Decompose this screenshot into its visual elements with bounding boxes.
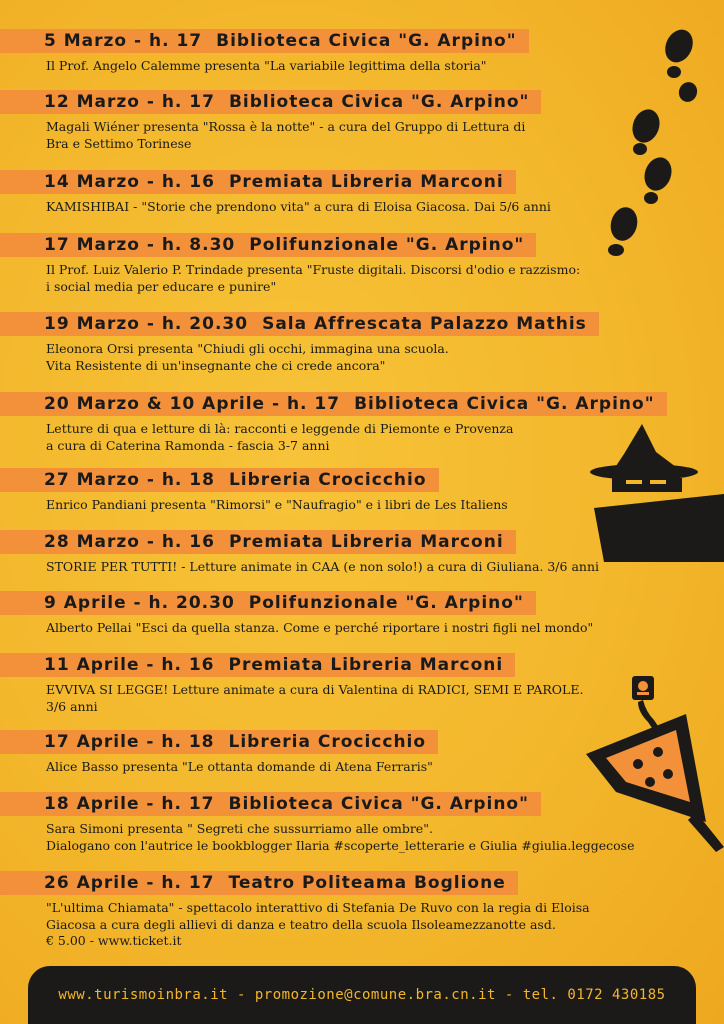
event-description: Magali Wiéner presenta "Rossa è la notte" - a cura del Gruppo di Lettura di Bra e Settimo Torinese — [46, 119, 526, 151]
event-5 — [0, 312, 599, 374]
event-3 — [0, 170, 551, 216]
event-headline — [0, 530, 516, 554]
event-when: 5 Marzo - h. 17 — [44, 31, 203, 51]
footer-contacts: www.turismoinbra.it - promozione@comune.bra.cn.it - tel. 0172 430185 — [58, 987, 666, 1003]
event-where: Sala Affrescata Palazzo Mathis — [262, 314, 587, 334]
event-1 — [0, 29, 529, 75]
event-where: Biblioteca Civica "G. Arpino" — [354, 394, 655, 414]
event-9 — [0, 591, 593, 637]
event-description: KAMISHIBAI - "Storie che prendono vita" a cura di Eloisa Giacosa. Dai 5/6 anni — [46, 199, 551, 214]
event-where: Teatro Politeama Boglione — [228, 873, 506, 893]
event-headline — [0, 392, 667, 416]
event-headline — [0, 90, 541, 114]
footer-contact-bar — [28, 966, 696, 1024]
event-11 — [0, 730, 438, 776]
event-headline — [0, 871, 518, 895]
event-when: 26 Aprile - h. 17 — [44, 873, 215, 893]
event-when: 27 Marzo - h. 18 — [44, 470, 215, 490]
event-description: Il Prof. Angelo Calemme presenta "La variabile legittima della storia" — [46, 58, 487, 73]
event-headline — [0, 29, 529, 53]
event-description: EVVIVA SI LEGGE! Letture animate a cura di Valentina di RADICI, SEMI E PAROLE. 3/6 anni — [46, 682, 584, 714]
event-where: Polifunzionale "G. Arpino" — [248, 593, 524, 613]
event-description: "L'ultima Chiamata" - spettacolo interattivo di Stefania De Ruvo con la regia di Eloisa Giacosa a cura degli allievi di danza e teatro della scuola Ilsoleamezzanotte asd. € 5.00 - www.ticket.it — [46, 900, 590, 948]
event-13 — [0, 871, 590, 950]
event-description: Eleonora Orsi presenta "Chiudi gli occhi, immagina una scuola. Vita Resistente di un'insegnante che ci crede ancora" — [46, 341, 449, 373]
event-10 — [0, 653, 583, 715]
event-when: 9 Aprile - h. 20.30 — [44, 593, 235, 613]
event-where: Polifunzionale "G. Arpino" — [249, 235, 525, 255]
event-description: Letture di qua e letture di là: racconti e leggende di Piemonte e Provenza a cura di Caterina Ramonda - fascia 3-7 anni — [46, 421, 514, 453]
event-where: Premiata Libreria Marconi — [228, 532, 504, 552]
event-where: Biblioteca Civica "G. Arpino" — [228, 92, 530, 112]
event-when: 12 Marzo - h. 17 — [44, 92, 215, 112]
event-4 — [0, 233, 580, 295]
event-description: Sara Simoni presenta " Segreti che sussurriamo alle ombre". Dialogano con l'autrice le bookblogger Ilaria #scoperte_letterarie e Giulia #giulia.leggecose — [46, 821, 635, 853]
event-2 — [0, 90, 541, 152]
footprints-icon — [596, 14, 706, 264]
event-where: Libreria Crocicchio — [228, 470, 427, 490]
event-description: Enrico Pandiani presenta "Rimorsi" e "Naufragio" e i libri de Les Italiens — [46, 497, 508, 512]
event-headline — [0, 653, 515, 677]
event-description: STORIE PER TUTTI! - Letture animate in CAA (e non solo!) a cura di Giuliana. 3/6 anni — [46, 559, 599, 574]
event-headline — [0, 233, 536, 257]
event-headline — [0, 170, 516, 194]
event-when: 11 Aprile - h. 16 — [44, 655, 215, 675]
event-description: Alice Basso presenta "Le ottanta domande di Atena Ferraris" — [46, 759, 433, 774]
event-description: Alberto Pellai "Esci da quella stanza. Come e perché riportare i nostri figli nel mondo" — [46, 620, 594, 635]
event-headline — [0, 312, 599, 336]
event-where: Libreria Crocicchio — [228, 732, 427, 752]
event-where: Premiata Libreria Marconi — [228, 172, 504, 192]
event-8 — [0, 530, 599, 576]
event-headline — [0, 591, 536, 615]
event-when: 19 Marzo - h. 20.30 — [44, 314, 249, 334]
event-when: 17 Aprile - h. 18 — [44, 732, 215, 752]
event-when: 20 Marzo & 10 Aprile - h. 17 — [44, 394, 341, 414]
event-headline — [0, 730, 438, 754]
event-description: Il Prof. Luiz Valerio P. Trindade presenta "Fruste digitali. Discorsi d'odio e razzismo: i social media per educare e punire" — [46, 262, 581, 294]
event-7 — [0, 468, 508, 514]
event-when: 28 Marzo - h. 16 — [44, 532, 215, 552]
event-where: Premiata Libreria Marconi — [228, 655, 504, 675]
event-12 — [0, 792, 635, 854]
event-when: 17 Marzo - h. 8.30 — [44, 235, 236, 255]
event-when: 14 Marzo - h. 16 — [44, 172, 215, 192]
event-6 — [0, 392, 667, 454]
event-when: 18 Aprile - h. 17 — [44, 794, 215, 814]
event-headline — [0, 792, 541, 816]
event-where: Biblioteca Civica "G. Arpino" — [216, 31, 517, 51]
event-where: Biblioteca Civica "G. Arpino" — [228, 794, 529, 814]
event-headline — [0, 468, 439, 492]
